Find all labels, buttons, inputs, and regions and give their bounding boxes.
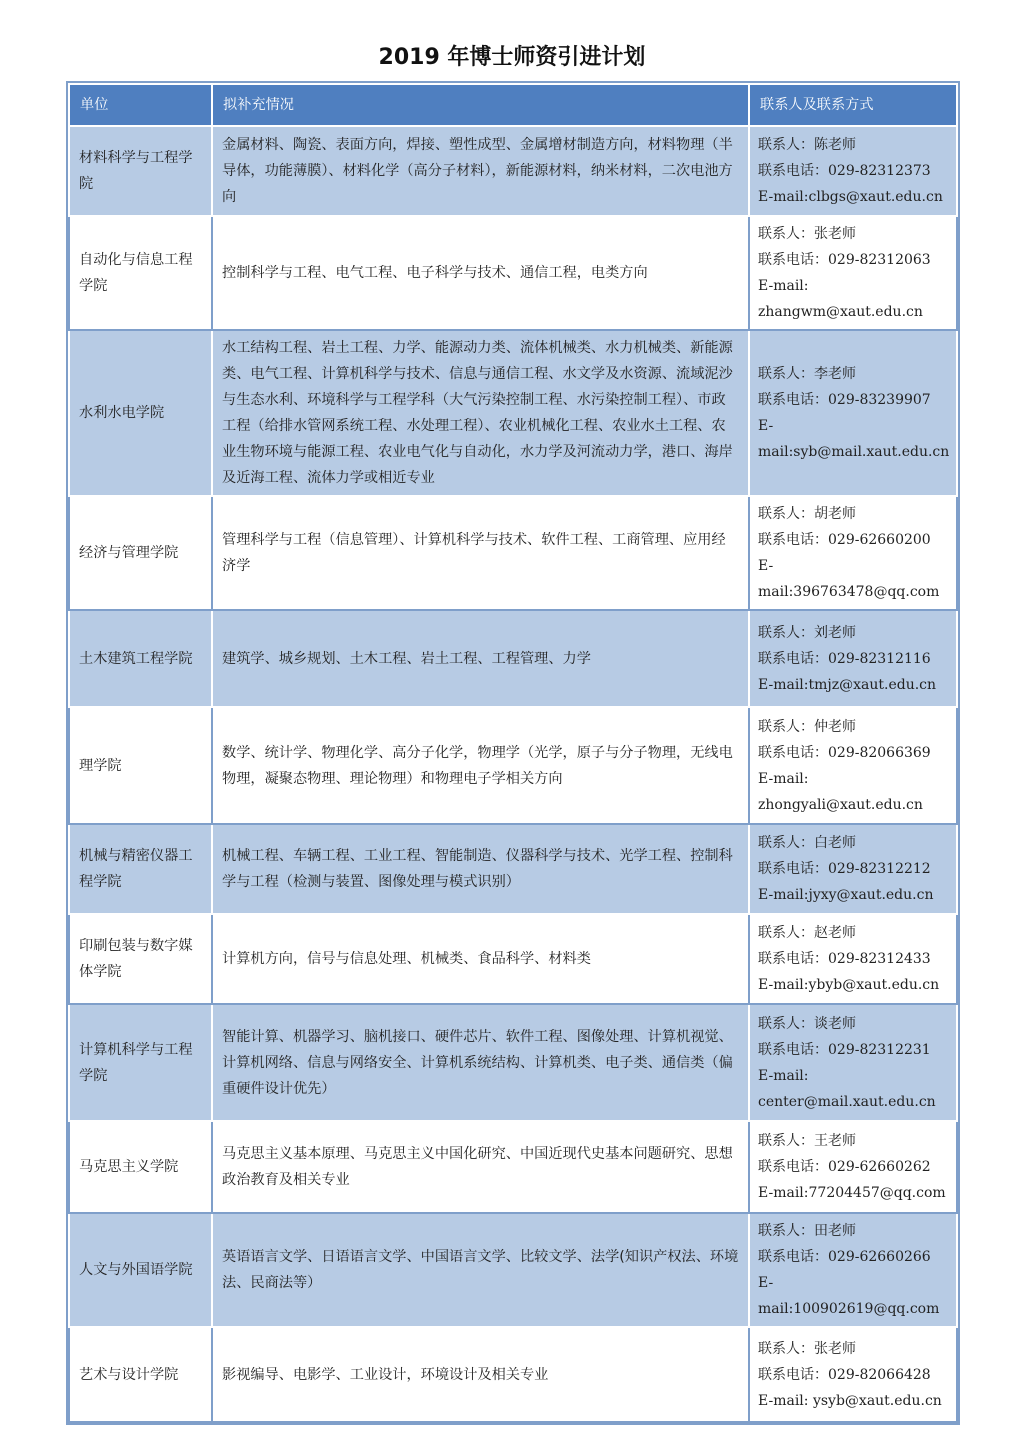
header-unit: 单位 (69, 84, 212, 126)
contact-cell (749, 126, 957, 216)
contact-phone: 联系电话：029-82312063 (758, 252, 931, 268)
contact-email: E-mail:77204457@qq.com (758, 1185, 946, 1201)
contact-email: E-mail:clbgs@xaut.edu.cn (758, 189, 943, 205)
unit-cell: 机械与精密仪器工程学院 (69, 824, 212, 914)
table-row (69, 216, 957, 330)
contact-email: zhangwm@xaut.edu.cn (758, 304, 923, 320)
contact-cell (749, 1121, 957, 1213)
unit-cell: 艺术与设计学院 (69, 1327, 212, 1422)
unit-cell: 人文与外国语学院 (69, 1213, 212, 1327)
table-row (69, 824, 957, 914)
unit-cell: 印刷包装与数字媒体学院 (69, 914, 212, 1004)
unit-cell: 土木建筑工程学院 (69, 610, 212, 707)
unit-cell: 理学院 (69, 707, 212, 824)
contact-phone: 联系电话：029-82312212 (758, 861, 931, 877)
table-row (69, 496, 957, 610)
table-row (69, 1004, 957, 1121)
contact-email: E-mail:396763478@qq.com (758, 558, 940, 600)
requirement-cell: 管理科学与工程（信息管理）、计算机科学与技术、软件工程、工商管理、应用经济学 (212, 496, 749, 610)
recruitment-table (68, 83, 958, 1423)
contact-email: E-mail:tmjz@xaut.edu.cn (758, 676, 937, 693)
contact-phone: 联系电话：029-62660262 (758, 1159, 931, 1175)
unit-cell: 自动化与信息工程学院 (69, 216, 212, 330)
unit-cell: 水利水电学院 (69, 330, 212, 496)
contact-person: 联系人：王老师 (758, 1133, 856, 1149)
requirement-cell: 机械工程、车辆工程、工业工程、智能制造、仪器科学与技术、光学工程、控制科学与工程（检测与装置、图像处理与模式识别） (212, 824, 749, 914)
contact-cell (749, 824, 957, 914)
contact-phone: 联系电话：029-82312373 (758, 163, 931, 179)
contact-email: E-mail: (758, 1067, 809, 1084)
table-row (69, 707, 957, 824)
table-row (69, 1327, 957, 1422)
contact-phone: 联系电话：029-82312433 (758, 951, 931, 967)
contact-email: center@mail.xaut.edu.cn (758, 1093, 936, 1110)
contact-cell (749, 1213, 957, 1327)
contact-phone: 联系电话：029-62660266 (758, 1249, 931, 1265)
unit-cell: 马克思主义学院 (69, 1121, 212, 1213)
requirement-cell: 金属材料、陶瓷、表面方向，焊接、塑性成型、金属增材制造方向，材料物理（半导体，功能薄膜）、材料化学（高分子材料），新能源材料，纳米材料，二次电池方向 (212, 126, 749, 216)
contact-cell (749, 610, 957, 707)
requirement-cell: 水工结构工程、岩土工程、力学、能源动力类、流体机械类、水力机械类、新能源类、电气工程、计算机科学与技术、信息与通信工程、水文学及水资源、流域泥沙与生态水利、环境科学与工程学科（大气污染控制工程、水污染控制工程）、市政工程（给排水管网系统工程、水处理工程）、农业机械化工程、农业水土工程、农业生物环境与能源工程、农业电气化与自动化，水力学及河流动力学，港口、海岸及近海工程、流体力学或相近专业 (212, 330, 749, 496)
contact-person: 联系人：白老师 (758, 835, 856, 851)
contact-person: 联系人：刘老师 (758, 624, 856, 641)
table-body (69, 126, 957, 1422)
contact-person: 联系人：谈老师 (758, 1015, 856, 1032)
table-row (69, 126, 957, 216)
contact-email: E-mail:jyxy@xaut.edu.cn (758, 887, 934, 903)
contact-person: 联系人：赵老师 (758, 925, 856, 941)
contact-phone: 联系电话：029-82066428 (758, 1366, 931, 1383)
requirement-cell: 数学、统计学、物理化学、高分子化学，物理学（光学，原子与分子物理，无线电物理，凝聚态物理、理论物理）和物理电子学相关方向 (212, 707, 749, 824)
table-header-row (69, 84, 957, 126)
requirement-cell: 马克思主义基本原理、马克思主义中国化研究、中国近现代史基本问题研究、思想政治教育及相关专业 (212, 1121, 749, 1213)
contact-phone: 联系电话：029-82066369 (758, 744, 931, 761)
contact-cell (749, 707, 957, 824)
contact-email: E-mail:100902619@qq.com (758, 1275, 940, 1317)
contact-person: 联系人：田老师 (758, 1223, 856, 1239)
table-row (69, 1213, 957, 1327)
requirement-cell: 英语语言文学、日语语言文学、中国语言文学、比较文学、法学(知识产权法、环境法、民商法等） (212, 1213, 749, 1327)
contact-email: E-mail:ybyb@xaut.edu.cn (758, 977, 940, 993)
table-row (69, 610, 957, 707)
contact-person: 联系人：陈老师 (758, 137, 856, 153)
requirement-cell: 建筑学、城乡规划、土木工程、岩土工程、工程管理、力学 (212, 610, 749, 707)
contact-phone: 联系电话：029-82312116 (758, 650, 931, 667)
contact-cell (749, 914, 957, 1004)
contact-cell (749, 330, 957, 496)
contact-person: 联系人：李老师 (758, 366, 856, 382)
requirement-cell: 智能计算、机器学习、脑机接口、硬件芯片、软件工程、图像处理、计算机视觉、计算机网络、信息与网络安全、计算机系统结构、计算机类、电子类、通信类（偏重硬件设计优先） (212, 1004, 749, 1121)
contact-cell (749, 1004, 957, 1121)
contact-phone: 联系电话：029-62660200 (758, 532, 931, 548)
contact-email: E-mail: (758, 278, 809, 294)
table-row (69, 330, 957, 496)
contact-email: E-mail: ysyb@xaut.edu.cn (758, 1392, 942, 1409)
contact-person: 联系人：胡老师 (758, 506, 856, 522)
table-row (69, 1121, 957, 1213)
table-row (69, 914, 957, 1004)
requirement-cell: 影视编导、电影学、工业设计，环境设计及相关专业 (212, 1327, 749, 1422)
contact-phone: 联系电话：029-82312231 (758, 1041, 931, 1058)
unit-cell: 经济与管理学院 (69, 496, 212, 610)
requirement-cell: 计算机方向，信号与信息处理、机械类、食品科学、材料类 (212, 914, 749, 1004)
unit-cell: 计算机科学与工程学院 (69, 1004, 212, 1121)
contact-person: 联系人：仲老师 (758, 718, 856, 735)
contact-cell (749, 1327, 957, 1422)
contact-person: 联系人：张老师 (758, 1340, 856, 1357)
page-title: 2019 年博士师资引进计划 (378, 45, 646, 70)
contact-person: 联系人：张老师 (758, 226, 856, 242)
contact-phone: 联系电话：029-83239907 (758, 392, 931, 408)
header-requirement: 拟补充情况 (212, 84, 749, 126)
contact-email: zhongyali@xaut.edu.cn (758, 796, 923, 813)
contact-email: E-mail: (758, 770, 809, 787)
header-contact: 联系人及联系方式 (749, 84, 957, 126)
contact-cell (749, 216, 957, 330)
contact-email: E-mail:syb@mail.xaut.edu.cn (758, 418, 950, 460)
contact-cell (749, 496, 957, 610)
requirement-cell: 控制科学与工程、电气工程、电子科学与技术、通信工程，电类方向 (212, 216, 749, 330)
unit-cell: 材料科学与工程学院 (69, 126, 212, 216)
